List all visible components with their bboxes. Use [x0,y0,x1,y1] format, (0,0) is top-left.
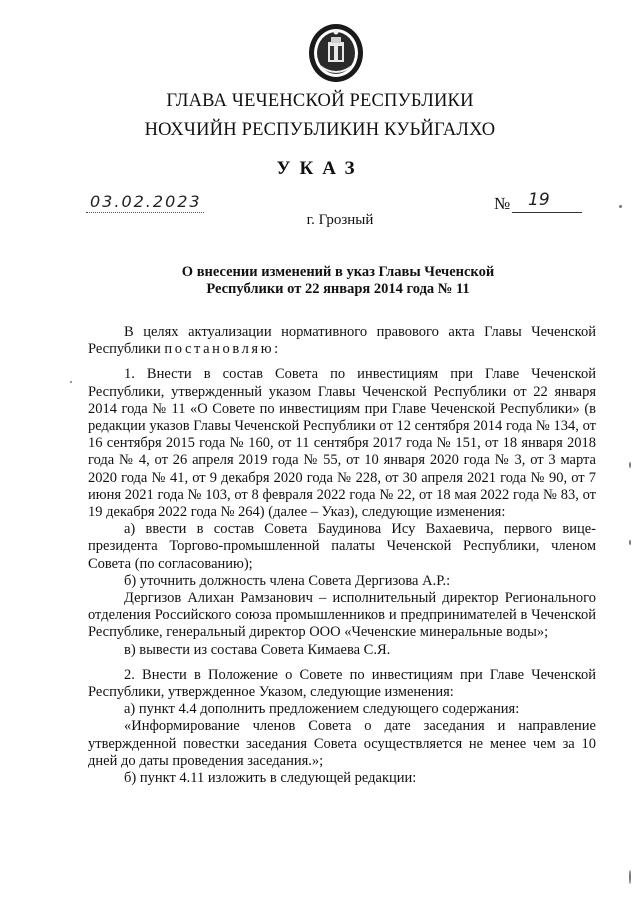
number-label: № [494,194,511,213]
intro-paragraph [88,324,596,358]
paragraph-2b: б) пункт 4.11 изложить в следующей редакции: [124,770,417,787]
paragraph-1: 1. Внести в состав Совета по инвестициям при Главе Чеченской Республики, утвержденный указом Главы Чеченской Республики от 22 января 2014 года № 11 «О Совете по инвестициям при Главе Чеченской Республики» (в редакции указов Главы Чеченской Республики от 12 сентября 2014 года № 134, от 16 сентября 2015 года № 160, от 11 сентября 2017 года № 151, от 18 января 2018 года № 4, от 26 апреля 2019 года № 55, от 10 января 2020 года № 3, от 3 марта 2020 года № 41, от 9 декабря 2020 года № 228, от 30 апреля 2021 года № 90, от 7 июня 2021 года № 103, от 8 февраля 2022 года № 22, от 18 мая 2022 года № 83, от 19 декабря 2022 года № 264) (далее – Указ), следующие изменения: [88,366,596,521]
decree-body [88,324,596,787]
decree-number: 19 [528,190,550,210]
decree-subject [130,264,546,298]
issue-city: г. Грозный [306,212,374,228]
paragraph-1b: б) уточнить должность члена Совета Дергизова А.Р.: [124,572,451,589]
paragraph-1b-text: Дергизов Алихан Рамзанович – исполнительный директор Регионального отделения Российского союза промышленников и предпринимателей в Чеченской Республике, генеральный директор ООО «Чеченские минеральные воды»; [88,590,596,641]
scan-speck [619,205,622,208]
paragraph-1a: а) ввести в состав Совета Баудинова Ису Вахаевича, первого вице-президента Торгово-промышленной палаты Чеченской Республики, членом Совета (по согласованию); [88,521,596,572]
decree-date: 03.02.2023 [90,192,202,211]
scan-speck [629,870,631,884]
coat-of-arms-icon [306,22,366,84]
authority-title-chechen: НОХЧИЙН РЕСПУБЛИКИН КУЬЙГАЛХО [144,120,496,140]
paragraph-2a-quote: «Информирование членов Совета о дате заседания и направление утвержденной повестки заседания Совета осуществляется не менее чем за 10 дней до даты проведения заседания.»; [88,718,596,769]
operative-word: постановляю [164,341,275,358]
scan-speck [70,381,72,383]
intro-colon: : [274,341,279,358]
document-type: УКАЗ [276,158,364,179]
paragraph-1c: в) вывести из состава Совета Кимаева С.Я. [124,641,391,658]
paragraph-2: 2. Внести в Положение о Совете по инвестициям при Главе Чеченской Республики, утвержденное Указом, следующие изменения: [88,666,596,701]
subject-line-1: О внесении изменений в указ Главы Чеченской [181,264,495,280]
scan-speck [629,462,631,468]
subject-line-2: Республики от 22 января 2014 года № 11 [206,281,470,297]
scan-speck [629,540,631,545]
authority-title-russian: ГЛАВА ЧЕЧЕНСКОЙ РЕСПУБЛИКИ [166,91,474,111]
paragraph-2a: а) пункт 4.4 дополнить предложением следующего содержания: [124,701,520,718]
intro-text: В целях актуализации нормативного правового акта Главы Чеченской Республики [88,324,596,358]
